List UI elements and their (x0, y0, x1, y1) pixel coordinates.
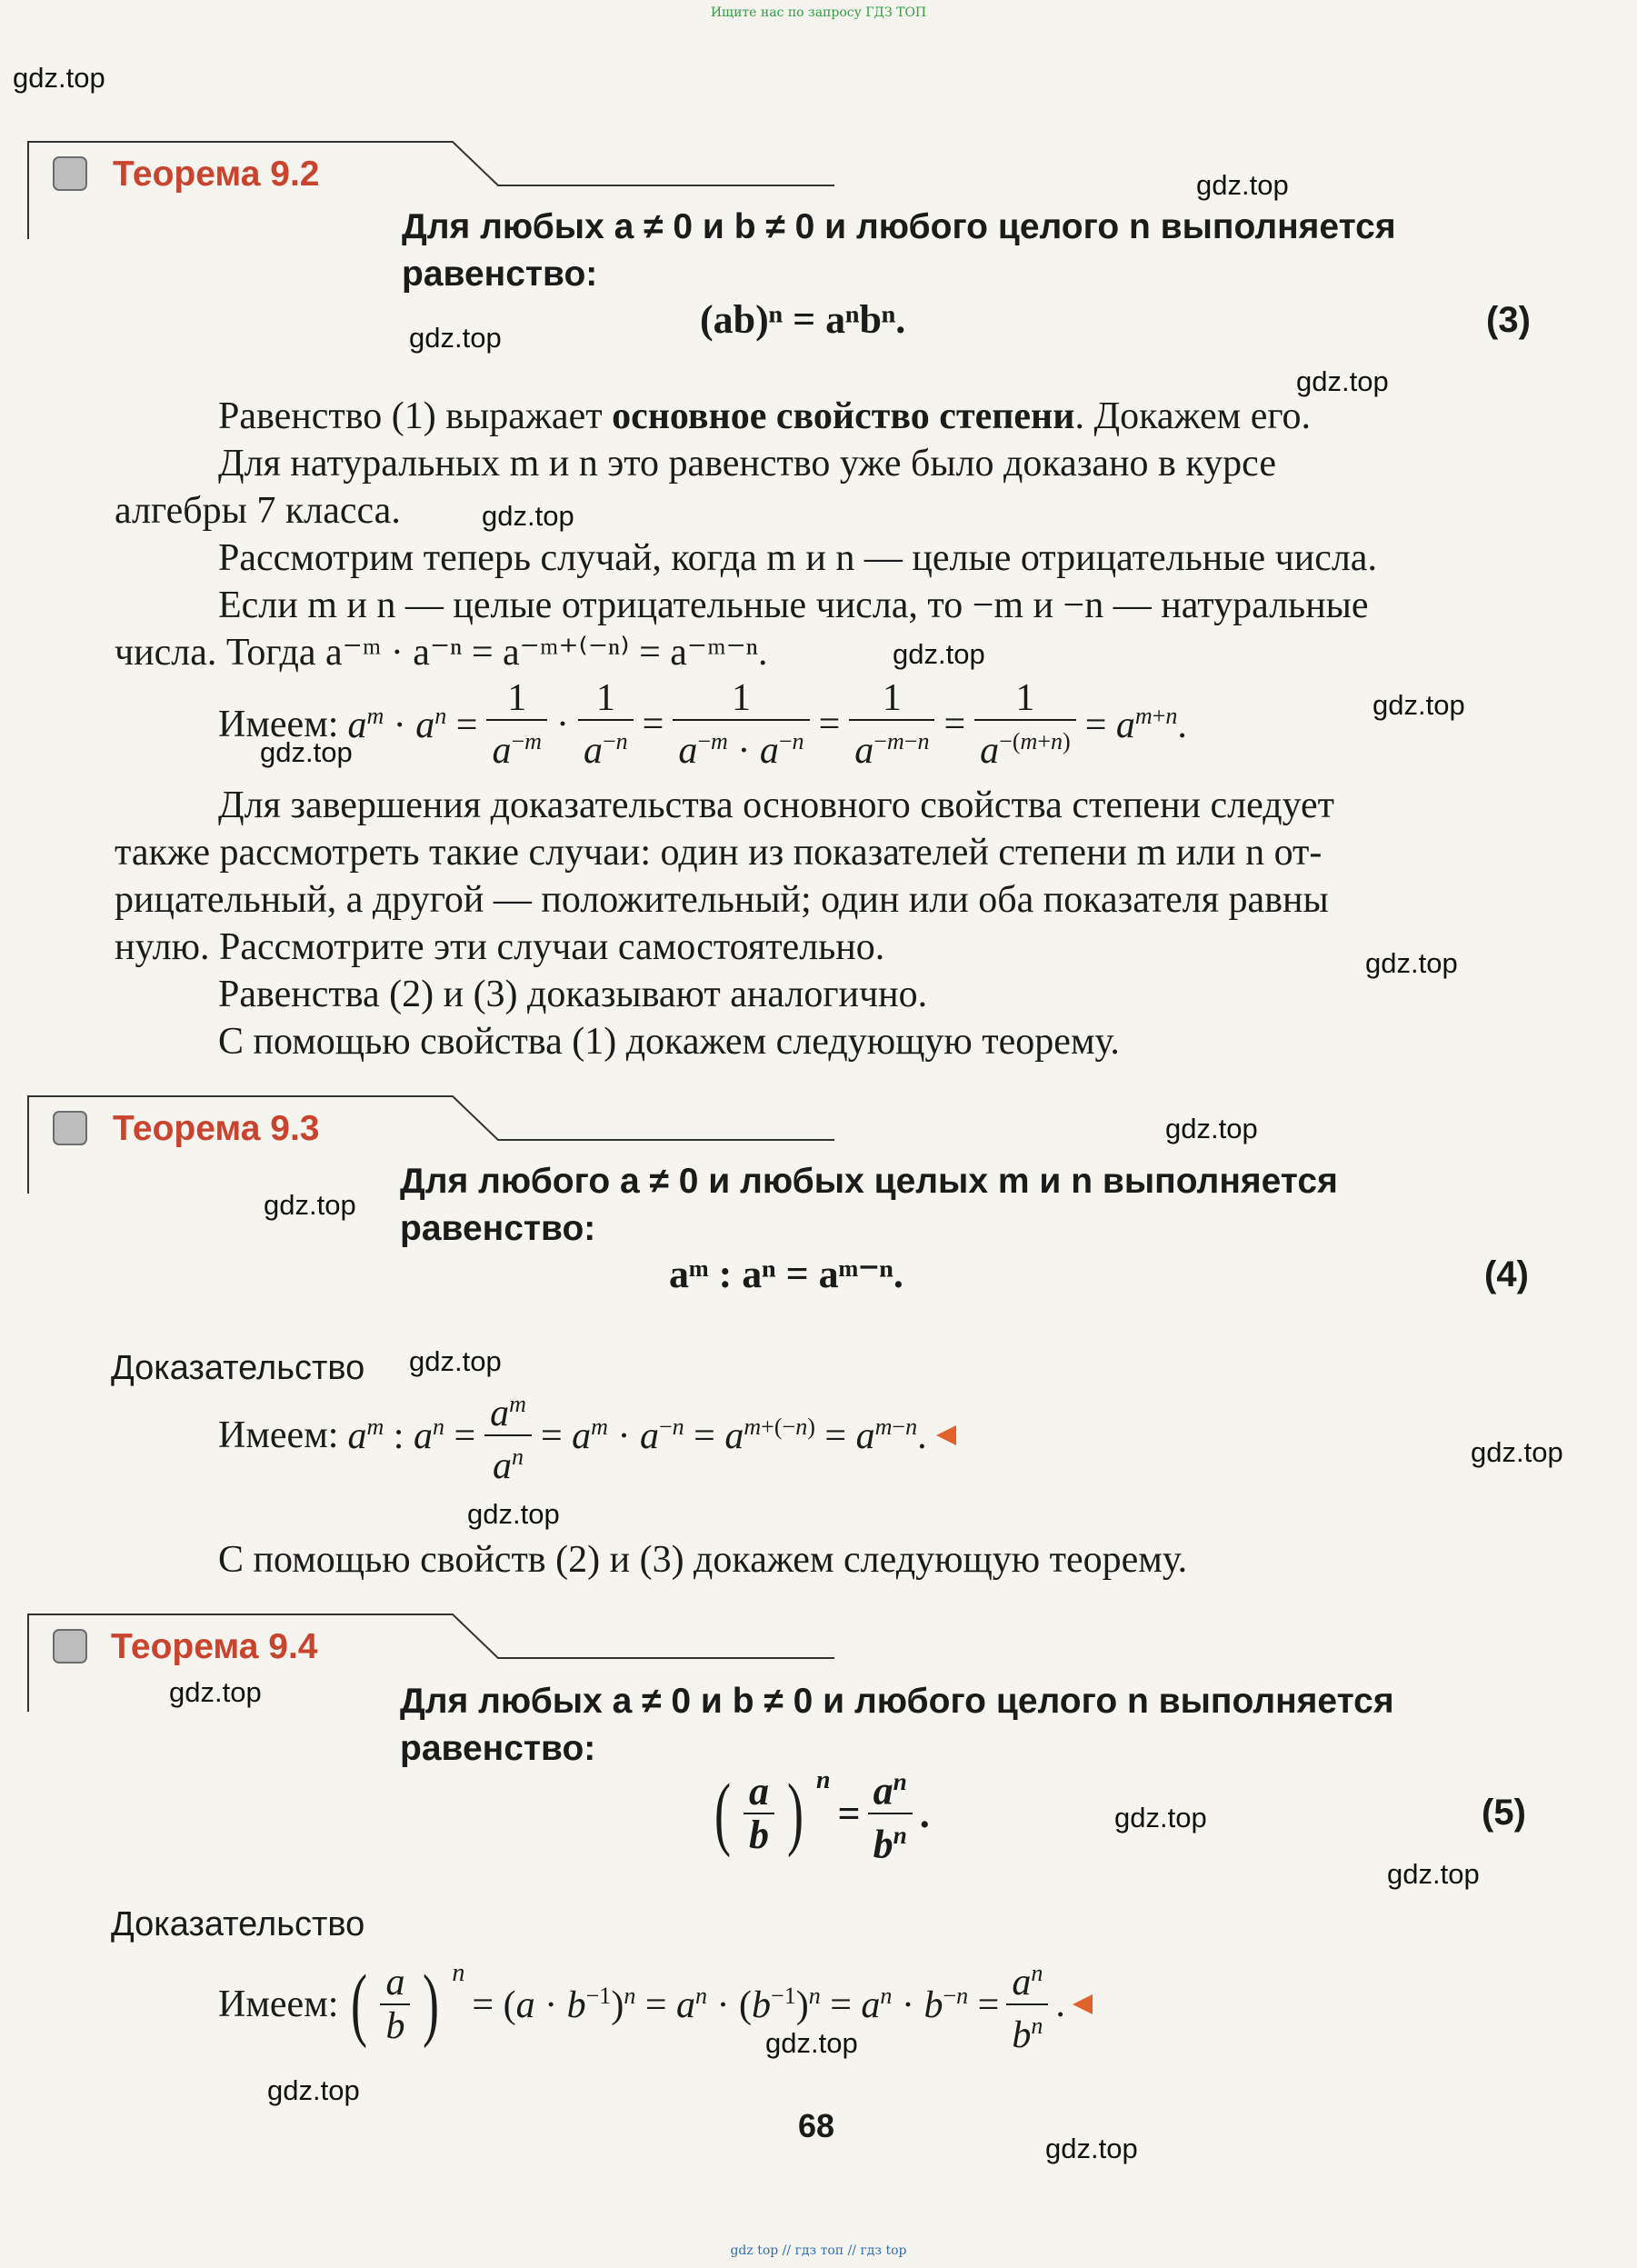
watermark: gdz.top (893, 638, 985, 670)
checkbox-icon (53, 1629, 87, 1664)
operator: · (555, 704, 569, 745)
theorem-9-3-title: Теорема 9.3 (113, 1109, 320, 1148)
paren-left: ( (351, 1959, 368, 2049)
paragraph-5c: рицательный, а другой — положительный; один или оба показателя равны (115, 879, 1329, 921)
paren-right: ) (786, 1768, 804, 1858)
theorem-9-2-formula: (ab)ⁿ = aⁿbⁿ. (700, 297, 906, 342)
theorem-9-4-title: Теорема 9.4 (111, 1627, 318, 1666)
text-span: . Докажем его. (1074, 395, 1312, 437)
theorem-9-2-title: Теорема 9.2 (113, 155, 320, 194)
watermark: gdz.top (1114, 1802, 1207, 1833)
watermark: gdz.top (409, 322, 502, 354)
paragraph-2b: алгебры 7 класса. (115, 490, 401, 532)
fraction: $\frac{a^n}{b^n}$ (868, 1761, 913, 1865)
proof-label-9-4: Доказательство (111, 1905, 365, 1943)
operator: = (818, 704, 841, 745)
paragraph-2: Для натуральных m и n это равенство уже было доказано в курсе (218, 443, 1276, 485)
paragraph-4b: числа. Тогда a⁻ᵐ · a⁻ⁿ = a⁻ᵐ⁺⁽⁻ⁿ⁾ = a⁻ᵐ⁻ⁿ. (115, 632, 768, 674)
fraction: $\frac{1}{a^{-m}}$ (486, 677, 547, 772)
end-of-proof-icon (936, 1425, 956, 1445)
formula-term: = $a^{m+n}$. (1084, 702, 1187, 746)
paragraph-5b: также рассмотреть такие случаи: один из показателей степени m или n от- (115, 832, 1323, 874)
theorem-9-2-line2: равенство: (402, 255, 598, 294)
bold-term: основное свойство степени (612, 395, 1075, 437)
watermark: gdz.top (169, 1676, 262, 1708)
watermark: gdz.top (1165, 1113, 1258, 1144)
watermark: gdz.top (260, 736, 353, 768)
watermark: gdz.top (1471, 1436, 1563, 1468)
operator: = (642, 704, 664, 745)
proof-label-9-3: Доказательство (111, 1349, 365, 1387)
watermark: gdz.top (409, 1345, 502, 1377)
paragraph-3: Рассмотрим теперь случай, когда m и n — целые отрицательные числа. (218, 537, 1377, 579)
fraction: $\frac{a}{b}$ (744, 1771, 774, 1856)
fraction: $\frac{1}{a^{-m-n}}$ (849, 677, 934, 772)
top-note: Ищите нас по запросу ГДЗ ТОП (710, 5, 927, 20)
exponent-n: n (452, 1959, 465, 1987)
operator: = (837, 1791, 861, 1836)
text-span: Равенство (1) выражает (218, 395, 613, 437)
paragraph-5: Для завершения доказательства основного свойства степени следует (218, 784, 1335, 826)
watermark: gdz.top (467, 1498, 560, 1530)
watermark: gdz.top (1196, 169, 1289, 201)
paren-right: ) (423, 1959, 440, 2049)
watermark: gdz.top (1387, 1858, 1480, 1890)
page-number: 68 (798, 2107, 835, 2144)
paragraph-6: Равенства (2) и (3) доказывают аналогично. (218, 974, 928, 1015)
fraction: $\frac{a^n}{b^n}$ (1006, 1953, 1048, 2056)
equation-number-5: (5) (1482, 1793, 1526, 1833)
end-of-proof-icon (1073, 1994, 1093, 2014)
operator: = (943, 704, 966, 745)
paragraph-1 (218, 393, 1545, 440)
paragraph-7: С помощью свойства (1) докажем следующую теорему. (218, 1021, 1120, 1063)
formula-term: $a^m$ : $a^n$ = (347, 1413, 476, 1457)
proof-9-3-tail: С помощью свойств (2) и (3) докажем следующую теорему. (218, 1539, 1188, 1581)
imeem-label: Имеем: (218, 1414, 339, 1456)
watermark: gdz.top (1296, 365, 1389, 397)
theorem-9-3-statement (400, 1158, 1536, 1253)
watermark: gdz.top (482, 500, 574, 532)
imeem-label: Имеем: (218, 1983, 339, 2025)
equation-number-3: (3) (1486, 300, 1531, 340)
theorem-9-4-formula (709, 1763, 930, 1867)
watermark: gdz.top (264, 1189, 356, 1221)
bottom-note: gdz top // гдз топ // гдз top (730, 2243, 907, 2258)
formula-term: $a^m \cdot a^n$ = (347, 702, 478, 746)
paragraph-4: Если m и n — целые отрицательные числа, то −m и −n — натуральные (218, 584, 1369, 626)
watermark: gdz.top (267, 2074, 360, 2106)
formula-chain-3 (218, 1954, 1093, 2054)
watermark: gdz.top (13, 62, 105, 94)
fraction: $\frac{1}{a^{-m} \cdot a^{-n}}$ (673, 677, 809, 772)
watermark: gdz.top (1365, 947, 1458, 979)
exponent-n: n (815, 1766, 831, 1794)
fraction: $\frac{a}{b}$ (380, 1962, 410, 2047)
theorem-9-4-line1: Для любых a ≠ 0 и b ≠ 0 и любого целого n выполняется (400, 1682, 1394, 1721)
theorem-9-3-line2: равенство: (400, 1209, 596, 1248)
period: . (1055, 1983, 1065, 2025)
fraction: $\frac{1}{a^{-(m+n)}}$ (974, 677, 1076, 772)
theorem-9-2-statement (402, 204, 1538, 298)
theorem-9-3-line1: Для любого a ≠ 0 и любых целых m и n выполняется (400, 1162, 1338, 1201)
fraction: $\frac{a^m}{a^n}$ (484, 1384, 532, 1487)
formula-chain-2 (218, 1385, 956, 1485)
paren-left: ( (714, 1768, 731, 1858)
equation-number-4: (4) (1484, 1254, 1529, 1294)
theorem-9-4-statement (400, 1678, 1536, 1773)
theorem-9-2-line1: Для любых a ≠ 0 и b ≠ 0 и любого целого n выполняется (402, 207, 1396, 246)
watermark: gdz.top (765, 2027, 858, 2059)
period: . (919, 1791, 930, 1836)
paragraph-5d: нулю. Рассмотрите эти случаи самостоятельно. (115, 926, 885, 968)
theorem-9-3-formula: aᵐ : aⁿ = aᵐ⁻ⁿ. (669, 1252, 903, 1296)
theorem-9-4-line2: равенство: (400, 1729, 596, 1768)
watermark: gdz.top (1045, 2133, 1138, 2164)
checkbox-icon (53, 156, 87, 191)
imeem-label: Имеем: (218, 704, 339, 745)
watermark: gdz.top (1372, 689, 1465, 721)
formula-term: = $(a \cdot b^{-1})^n = a^n \cdot (b^{-1})^n = a^n \cdot b^{-n}$ = (472, 1982, 1000, 2026)
formula-chain-1 (218, 674, 1187, 774)
formula-term: = $a^m \cdot a^{-n} = a^{m+(-n)} = a^{m-n}$. (540, 1413, 927, 1457)
fraction: $\frac{1}{a^{-n}}$ (578, 677, 634, 772)
checkbox-icon (53, 1111, 87, 1145)
